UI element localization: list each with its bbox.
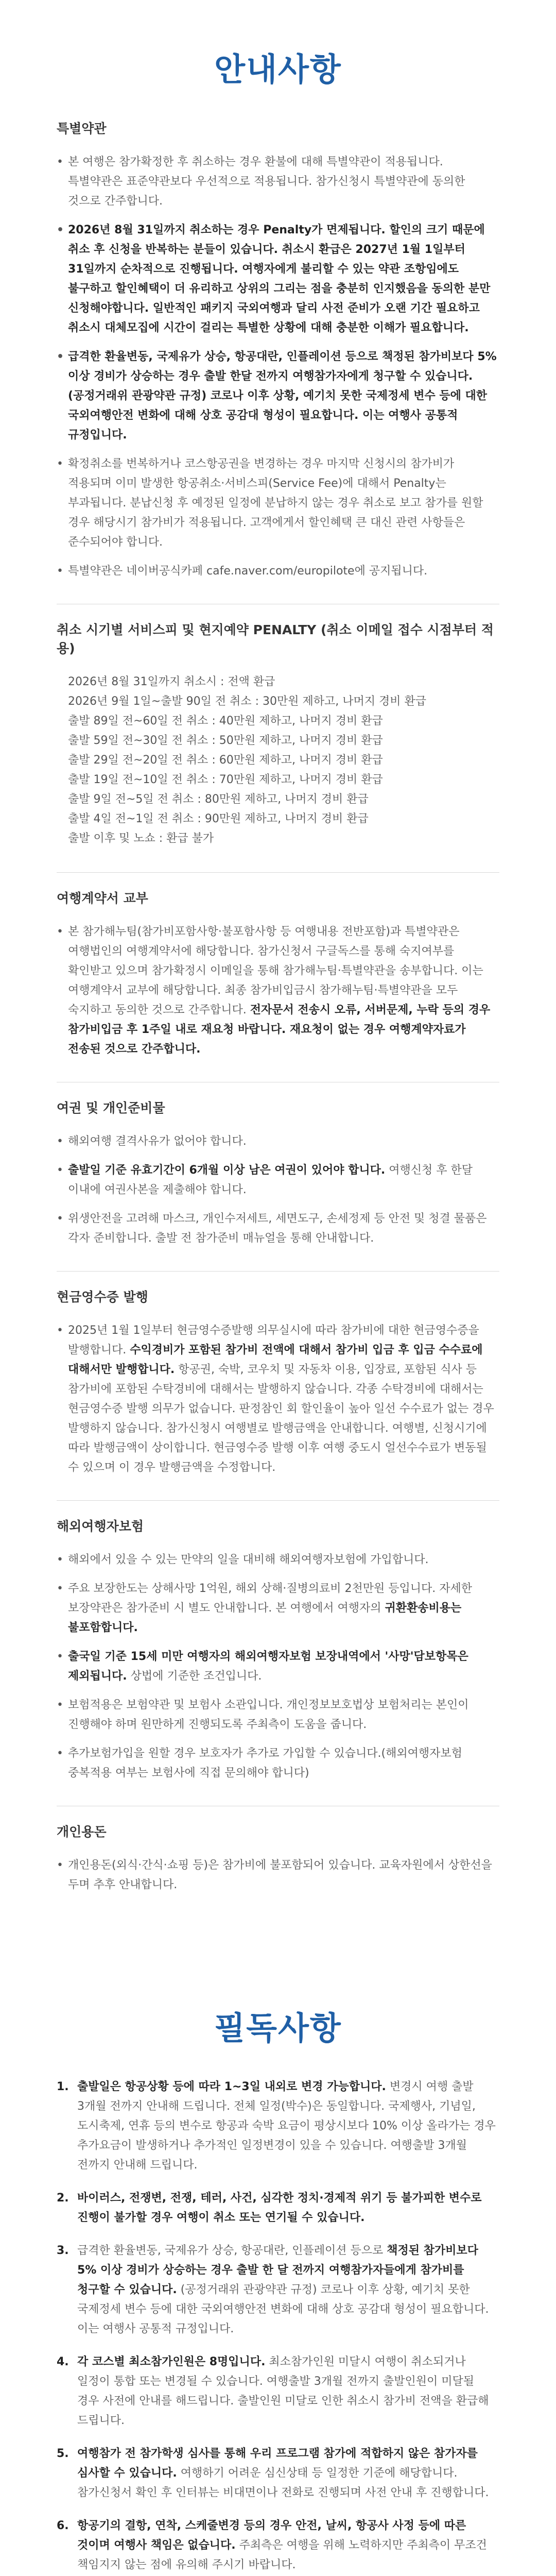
penalty-row: 출발 29일 전~20일 전 취소 : 60만원 제하고, 나머지 경비 환급 — [68, 754, 383, 767]
penalty-row: 출발 9일 전~5일 전 취소 : 80만원 제하고, 나머지 경비 환급 — [68, 793, 369, 806]
transfer-bold-text: 전자문서 전송시 오류, 서버문제, 누락 등의 경우 참가비입금 후 1주일 내로 재요청 바랍니다. 재요청이 없는 경우 여행계약자료가 전송된 것으로 간주합니다. — [68, 1004, 491, 1056]
penalty-row: 출발 89일 전~60일 전 취소 : 40만원 제하고, 나머지 경비 환급 — [68, 715, 383, 727]
caution-tail-text: 주최측은 여행을 위해 노력하지만 주최측이 무조건 책임지지 않는 점에 유의해 주시기 바랍니다. — [77, 2539, 487, 2571]
list-item — [57, 2189, 499, 2228]
receipt-heading: 현금영수증 발행 — [57, 1290, 148, 1304]
passport-section — [57, 1098, 499, 1271]
receipt-bold-text: 수익경비가 포함된 참가비 전액에 대해서 참가비 입금 후 입금 수수료에 대해서만 발행합니다. — [68, 1344, 483, 1376]
personal-heading: 개인용돈 — [57, 1824, 107, 1839]
transfer-text: 본 참가해누팀(참가비포함사항·불포함사항 등 여행내용 전반포함)과 특별약관은 여행법인의 여행계약서에 해당합니다. 참가신청서 구글독스를 통해 숙지여부를 확인받고 있으며 참가확정시 이메일을 통해 참가해누팀·특별약관을 송부합니다. 이는 여행계약서 교부에 해당합니다. 최종 참가비입금시 참가해누팀·특별약관을 모두 숙지하고 동의한 것으로 간주합니다. — [68, 925, 483, 1016]
caution-content — [0, 2062, 556, 2576]
list-item: • 해외에서 있을 수 있는 만약의 일을 대비해 해외여행자보험에 가입합니다. — [57, 1550, 499, 1570]
receipt-list — [57, 1321, 499, 1478]
list-item — [57, 2352, 499, 2431]
list-item — [57, 2241, 499, 2339]
receipt-tail-text: 항공권, 숙박, 코우치 및 자동차 이용, 입장료, 포함된 식사 등 참가비에 포함된 수탁경비에 대해서는 발행하지 않습니다. 각종 수탁경비에 대해서는 현금영수증 발행 의무가 없습니다. 판정참인 회 할인율이 높아 일선 수수료가 없는 경우 발행하지 않습니다. 참가신청시 여행별로 발행금액을 안내합니다. 여행별, 신청시기에 따라 발행금액이 상이합니다. 현금영수증 발행 이후 여행 중도시 얼선수수료가 변동될 수 있으며 이 경우 발행금액을 수정합니다. — [68, 1363, 494, 1474]
caution-number: 3. — [57, 2244, 69, 2257]
penalty-row: 2026년 9월 1일~출발 90일 전 취소 : 30만원 제하고, 나머지 경비 환급 — [68, 695, 427, 708]
insurance-text: 주요 보장한도는 상해사망 1억원, 해외 상해·질병의료비 2천만원 등입니다. 자세한 보장약관은 참가준비 시 별도 안내합니다. 본 여행에서 여행자의 — [68, 1582, 472, 1615]
caution-title: 필독사항 — [214, 2009, 342, 2047]
penalty-row: 출발 이후 및 노쇼 : 환급 불가 — [68, 832, 214, 845]
caution-number: 4. — [57, 2355, 69, 2368]
penalty-section — [57, 620, 499, 872]
insurance-list — [57, 1550, 499, 1783]
list-item: • 해외여행 결격사유가 없어야 합니다. — [57, 1132, 499, 1151]
notice-content — [0, 118, 556, 1918]
caution-number: 1. — [57, 2080, 69, 2093]
caution-list — [57, 2077, 499, 2576]
list-item — [57, 2444, 499, 2503]
receipt-section — [57, 1287, 499, 1500]
caution-bold-text: 바이러스, 전쟁변, 전쟁, 테러, 사건, 심각한 정치·경제적 위기 등 불가피한 변수로 진행이 불가할 경우 여행이 취소 또는 연기될 수 있습니다. — [77, 2192, 482, 2224]
insurance-bold-text: 귀환환송비용는 불포함합니다. — [68, 1602, 462, 1634]
passport-bold-text: 출발일 기준 유효기간이 6개월 이상 남은 여권이 있어야 합니다. — [68, 1164, 386, 1177]
penalty-row: 출발 19일 전~10일 전 취소 : 70만원 제하고, 나머지 경비 환급 — [68, 773, 383, 786]
caution-tail-text: 최소참가인원 미달시 여행이 취소되거나 일정이 통합 또는 변경될 수 있습니다. 여행출발 3개월 전까지 출발인원이 미달될 경우 사전에 안내를 해드립니다. 출발인원 미달로 인한 취소시 참가비 전액을 환급해 드립니다. — [77, 2355, 489, 2427]
list-item: • 개인용돈(외식·간식·쇼핑 등)은 참가비에 불포함되어 있습니다. 교육자원에서 상한선을 두며 추후 안내합니다. — [57, 1856, 499, 1895]
special-terms-section — [57, 118, 499, 604]
insurance-tail-text: 상법에 기준한 조건입니다. — [127, 1670, 262, 1683]
list-item: • 특별약관은 네이버공식카페 cafe.naver.com/europilote에 공지됩니다. — [57, 562, 499, 581]
personal-list — [57, 1856, 499, 1895]
personal-section — [57, 1822, 499, 1918]
receipt-text: 2025년 1월 1일부터 현금영수증발행 의무실시에 따라 참가비에 대한 현금영수증을 발행합니다. — [68, 1324, 479, 1357]
transfer-section — [57, 888, 499, 1082]
caution-number: 2. — [57, 2192, 69, 2205]
caution-bold-text: 출발일은 항공상황 등에 따라 1~3일 내외로 변경 가능합니다. — [77, 2080, 386, 2093]
caution-tail-text: 변경시 여행 출발 3개월 전까지 안내해 드립니다. 전체 일정(박수)은 동일합니다. 국제행사, 기념일, 도시축제, 연휴 등의 변수로 항공과 숙박 요금이 평상시보다 10% 이상 올라가는 경우 추가요금이 발생하거나 추가적인 일정변경이 있을 수 있습니다. 여행출발 3개월 전까지 안내해 드립니다. — [77, 2080, 496, 2172]
caution-tail-text: (공정거래위 관광약관 규정) 코로나 이후 상황, 예기치 못한 국제정세 변수 등에 대한 국외여행안전 변화에 대해 상호 공감대 형성이 필요합니다. 이는 여행사 공통적 규정입니다. — [77, 2283, 489, 2335]
list-item — [57, 2516, 499, 2575]
divider — [57, 872, 499, 873]
divider — [57, 1271, 499, 1272]
special-terms-list — [57, 152, 499, 581]
list-item — [57, 1321, 499, 1478]
passport-tail-text: 여행신청 후 한달 이내에 여권사본을 제출해야 합니다. — [68, 1164, 473, 1196]
list-item — [57, 1161, 499, 1200]
caution-bold-text: 항공기의 결항, 연착, 스케줄변경 등의 경우 안전, 날씨, 항공사 사정 등에 따른 것이며 여행사 책임은 없습니다. — [77, 2519, 466, 2552]
list-item: • 본 여행은 참가확정한 후 취소하는 경우 환불에 대해 특별약관이 적용됩니다. 특별약관은 표준약관보다 우선적으로 적용됩니다. 참가신청시 특별약관에 동의한 것으로 간주합니다. — [57, 152, 499, 211]
insurance-bold-text: 출국일 기준 15세 미만 여행자의 해외여행자보험 보장내역에서 '사망'담보항목은 제외됩니다. — [68, 1650, 468, 1683]
passport-heading: 여권 및 개인준비물 — [57, 1100, 165, 1115]
list-item: • 확정취소를 번복하거나 코스항공권을 변경하는 경우 마지막 신청시의 참가비가 적용되며 이미 발생한 항공취소·서비스피(Service Fee)에 대해서 Penalty는 부과됩니다. 분납신청 후 예정된 일정에 분납하지 않는 경우 취소로 보고 참가를 원할 경우 해당시기 참가비가 적용됩니다. 고객에게서 할인혜택 큰 대신 관련 사항들은 준수되어야 합니다. — [57, 454, 499, 552]
insurance-section — [57, 1516, 499, 1806]
penalty-heading: 취소 시기별 서비스피 및 현지예약 PENALTY (취소 이메일 접수 시점부터 적용) — [57, 622, 494, 656]
caution-number: 5. — [57, 2447, 69, 2460]
passport-list — [57, 1132, 499, 1248]
penalty-row: 출발 59일 전~30일 전 취소 : 50만원 제하고, 나머지 경비 환급 — [68, 734, 383, 747]
list-item — [57, 1579, 499, 1638]
list-item: • 급격한 환율변동, 국제유가 상승, 항공대란, 인플레이션 등으로 책정된 참가비보다 5% 이상 경비가 상승하는 경우 출발 한달 전까지 여행참가자에게 청구할 수 있습니다.(공정거래위 관광약관 규정) 코로나 이후 상황, 예기치 못한 국제정세 변수 등에 대한 국외여행안전 변화에 대해 상호 공감대 형성이 필요합니다. 이는 여행사 공통적 규정입니다. — [57, 347, 499, 445]
caution-bold-text: 여행참가 전 참가학생 심사를 통해 우리 프로그램 참가에 적합하지 않은 참가자를 심사할 수 있습니다. — [77, 2447, 478, 2480]
list-item — [57, 922, 499, 1059]
insurance-heading: 해외여행자보험 — [57, 1519, 144, 1534]
caution-bold-text: 책정된 참가비보다 5% 이상 경비가 상승하는 경우 출발 한 달 전까지 여행참가자들에게 참가비를 청구할 수 있습니다. — [77, 2244, 478, 2296]
notice-title: 안내사항 — [214, 50, 342, 88]
caution-pre-text: 급격한 환율변동, 국제유가 상승, 항공대란, 인플레이션 등으로 — [77, 2244, 387, 2257]
list-item: • 보험적용은 보험약관 및 보험사 소관입니다. 개인정보보호법상 보험처리는 본인이 진행해야 하며 원만하게 진행되도록 주최측이 도움을 줍니다. — [57, 1696, 499, 1735]
divider — [57, 1500, 499, 1501]
penalty-row: 2026년 8월 31일까지 취소시 : 전액 환급 — [68, 675, 275, 688]
caution-bold-text: 각 코스별 최소참가인원은 8명입니다. — [77, 2355, 266, 2368]
penalty-list — [57, 672, 499, 849]
list-item — [57, 2077, 499, 2175]
caution-number: 6. — [57, 2519, 69, 2532]
special-terms-heading: 특별약관 — [57, 121, 107, 136]
list-item: • 위생안전을 고려해 마스크, 개인수저세트, 세면도구, 손세정제 등 안전 및 청결 물품은 각자 준비합니다. 출발 전 참가준비 매뉴얼을 통해 안내합니다. — [57, 1209, 499, 1248]
list-item: • 2026년 8월 31일까지 취소하는 경우 Penalty가 면제됩니다. 할인의 크기 때문에 취소 후 신청을 반복하는 분들이 있습니다. 취소시 환급은 2027년 1월 1일부터 31일까지 순차적으로 진행됩니다. 여행자에게 불리할 수 있는 약관 조항임에도 불구하고 할인혜택이 더 유리하고 상위의 그리는 점을 충분히 인지했음을 동의한 분만 신청해야합니다. 일반적인 패키지 국외여행과 달리 사전 준비가 오랜 기간 필요하고 취소시 대체모집에 시간이 걸리는 특별한 상황에 대해 충분한 이해가 필요합니다. — [57, 221, 499, 338]
transfer-list — [57, 922, 499, 1059]
list-item — [57, 1647, 499, 1686]
transfer-heading: 여행계약서 교부 — [57, 891, 148, 906]
caution-tail-text: 여행하기 어려운 심신상태 등 일정한 기준에 해당합니다. 참가신청서 확인 후 인터뷰는 비대면이나 전화로 진행되며 사전 안내 후 진행합니다. — [77, 2467, 489, 2499]
list-item: • 추가보험가입을 원할 경우 보호자가 추가로 가입할 수 있습니다.(해외여행자보험 중복적용 여부는 보험사에 직접 문의해야 합니다) — [57, 1744, 499, 1783]
penalty-row: 출발 4일 전~1일 전 취소 : 90만원 제하고, 나머지 경비 환급 — [68, 812, 369, 825]
spacer — [0, 1918, 556, 1995]
